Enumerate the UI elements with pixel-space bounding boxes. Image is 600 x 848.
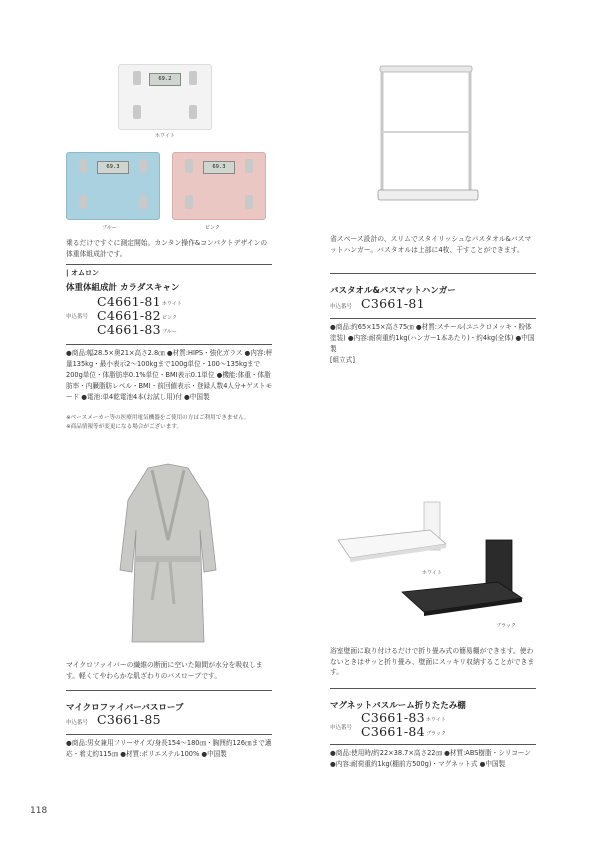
- color-label: ピンク: [162, 315, 177, 321]
- scale-note: ※商品情報等が変更になる場合がございます。: [66, 424, 183, 430]
- scale-note: ※ペースメーカー等の医療用電気機器をご使用の方はご利用できません。: [66, 415, 250, 421]
- color-label: ホワイト: [426, 717, 446, 723]
- product-code: C4661-81: [97, 294, 161, 309]
- shelf-description: 浴室壁面に取り付けるだけで折り畳み式の簡易棚ができます。使わないときはサッと折り畳み、壁面にスッキリ収納することができます。: [330, 647, 535, 676]
- product-code: C4661-83: [97, 322, 161, 337]
- product-code: C4661-82: [97, 308, 161, 323]
- shelf-title: マグネットバスルーム折りたたみ棚: [330, 701, 466, 711]
- caption-white: ホワイト: [155, 133, 175, 139]
- color-label: ホワイト: [162, 301, 182, 307]
- shelf-spec: ●商品:使用時/約22×38.7×高さ22㎝ ●材質:ABS樹脂・シリコーン ●内容:耐荷重約1kg(棚前方500g)・マグネット式 ●中国製: [330, 749, 531, 768]
- scale-spec: ●商品:幅28.5×奥21×高さ2.8㎝ ●材質:HIPS・強化ガラス ●内容:秤量135kg・最小表示2〜100kgまで100g単位・100〜135kgまで200g単位・体脂肪率0.1%単位・BMI表示0.1単位 ●機能:体重・体脂肪率・内臓脂肪レベル・BMI・前回値表示・登録人数4人分+ゲストモード ●電池:単4乾電池4本(お試し用)付 ●中国製: [66, 349, 273, 401]
- robe-spec: ●商品:男女兼用フリーサイズ/身長154〜180㎝・胸囲約126㎝まで適応・着丈約115㎝ ●材質:ポリエステル100% ●中国製: [66, 739, 272, 758]
- code-label: 申込番号: [330, 304, 353, 310]
- hanger-description: 省スペース設計の、スリムでスタイリッシュなバスタオル&バスマットハンガー。バスタオルは上部に4枚、干すことができます。: [330, 235, 532, 254]
- caption-black: ブラック: [496, 623, 516, 629]
- product-code: C3661-83: [361, 710, 425, 725]
- page-number: 118: [30, 806, 48, 816]
- scale-description: 乗るだけですぐに測定開始。カンタン操作&コンパクトデザインの体重体組成計です。: [66, 239, 268, 258]
- scale-display: 69.3: [203, 161, 235, 174]
- robe-title: マイクロファイバーバスローブ: [66, 703, 184, 713]
- scale-white-image: [118, 64, 212, 130]
- product-code: C3661-84: [361, 724, 425, 739]
- brand-label: | オムロン: [66, 269, 99, 277]
- code-label: 申込番号: [66, 720, 89, 726]
- product-code: C3661-85: [97, 712, 161, 727]
- scale-pink-image: [172, 152, 266, 220]
- product-code: C3661-81: [361, 296, 425, 311]
- scale-blue-image: [66, 152, 160, 220]
- towel-hanger-image: [360, 60, 490, 220]
- scale-title: 体重体組成計 カラダスキャン: [66, 283, 180, 293]
- hanger-spec: ●商品:約65×15×高さ75㎝ ●材質:スチール(ユニクロメッキ・粉体塗装) ●内容:耐荷重約1kg(ハンガー1本あたり)・約4kg(全体) ●中国製: [330, 323, 535, 353]
- color-label: ブラック: [426, 731, 446, 737]
- scale-display: 69.2: [149, 73, 181, 86]
- caption-blue: ブルー: [102, 225, 117, 231]
- code-label: 申込番号: [66, 314, 89, 320]
- bathrobe-image: [108, 460, 228, 650]
- code-label: 申込番号: [330, 725, 353, 731]
- scale-display: 69.3: [97, 161, 129, 174]
- caption-pink: ピンク: [205, 225, 220, 231]
- color-label: ブルー: [162, 329, 177, 335]
- shelf-black-image: [398, 536, 528, 622]
- caption-white: ホワイト: [422, 570, 442, 576]
- hanger-assembly: [組立式]: [330, 356, 355, 364]
- robe-description: マイクロファイバーの繊維の断面に空いた隙間が水分を吸収します。軽くてやわらかな肌ざわりのバスローブです。: [66, 661, 263, 680]
- hanger-title: バスタオル&バスマットハンガー: [330, 286, 456, 296]
